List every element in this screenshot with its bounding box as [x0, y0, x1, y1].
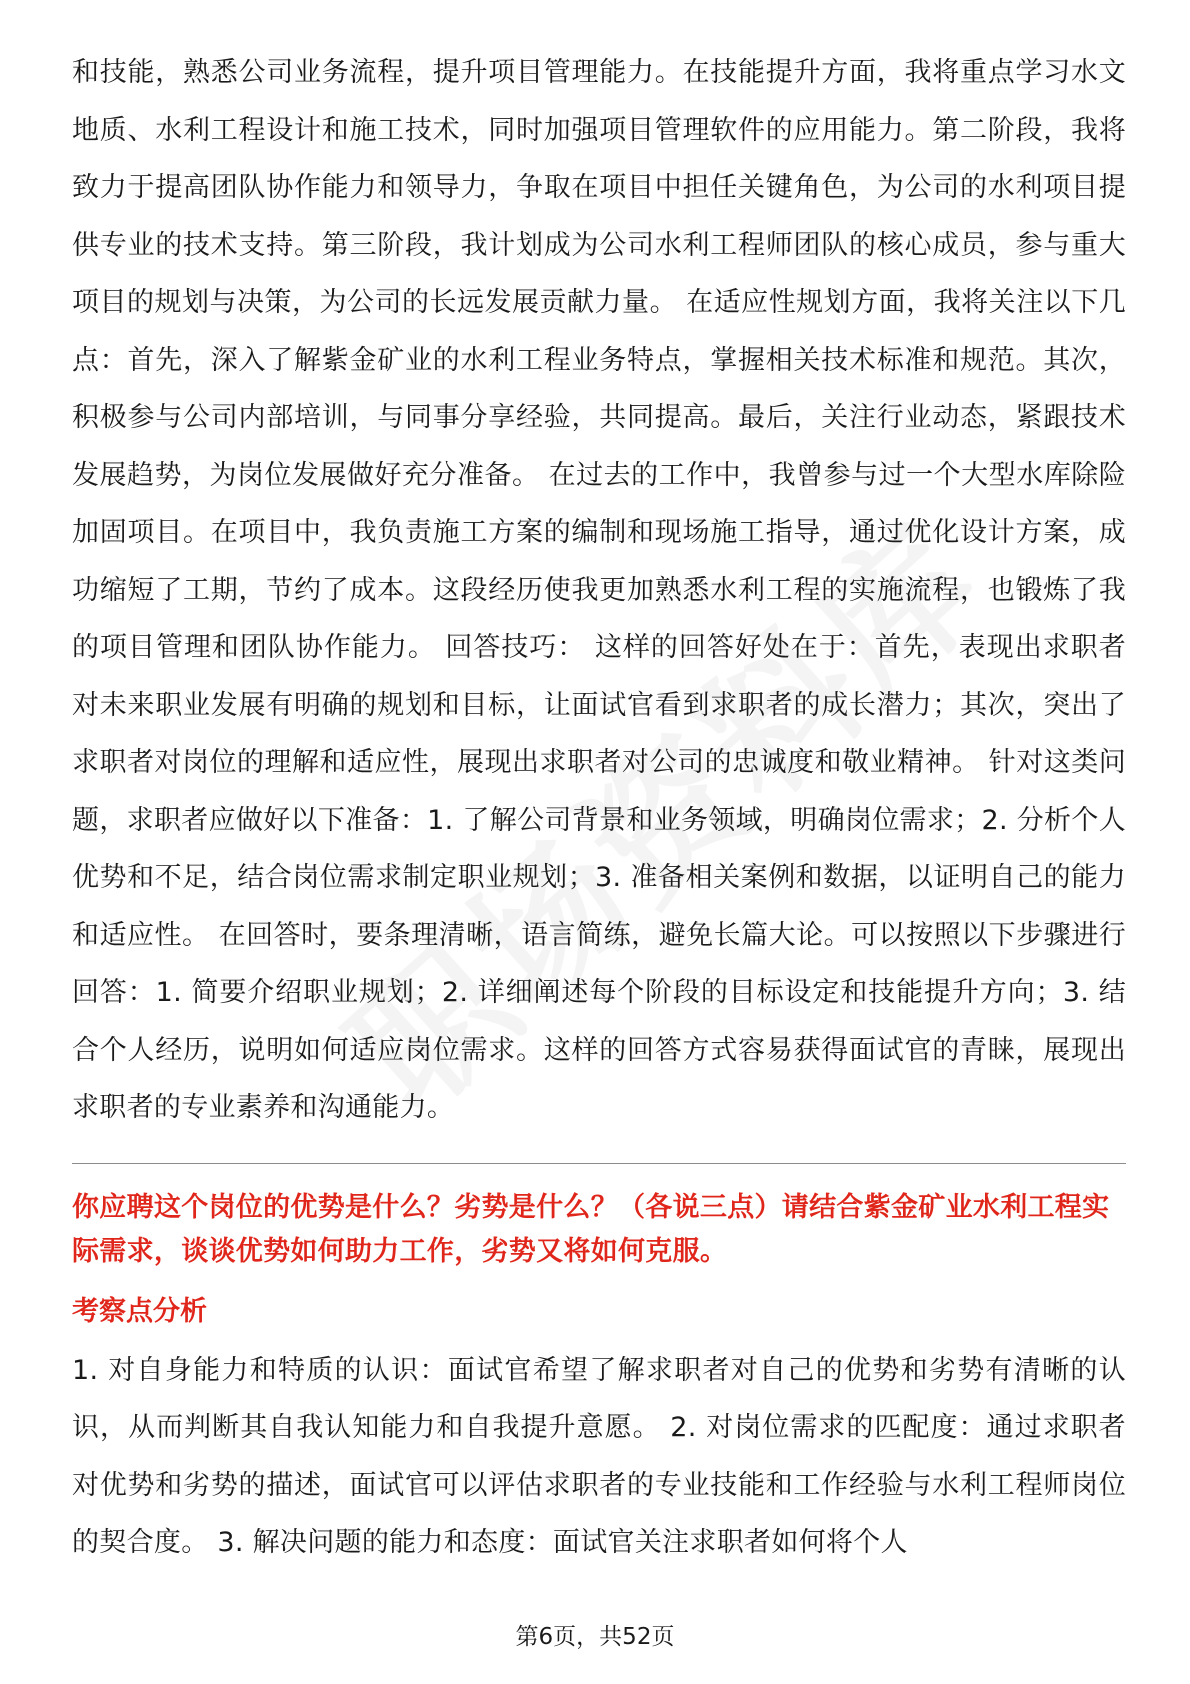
section-divider [72, 1163, 1126, 1164]
analysis-heading: 考察点分析 [72, 1295, 207, 1327]
continuation-paragraph: 和技能，熟悉公司业务流程，提升项目管理能力。在技能提升方面，我将重点学习水文地质、水利工程设计和施工技术，同时加强项目管理软件的应用能力。第二阶段，我将致力于提高团队协作能力和领导力，争取在项目中担任关键角色，为公司的水利项目提供专业的技术支持。第三阶段，我计划成为公司水利工程师团队的核心成员，参与重大项目的规划与决策，为公司的长远发展贡献力量。 在适应性规划方面，我将关注以下几点：首先，深入了解紫金矿业的水利工程业务特点，掌握相关技术标准和规范。其次，积极参与公司内部培训，与同事分享经验，共同提高。最后，关注行业动态，紧跟技术发展趋势，为岗位发展做好充分准备。 在过去的工作中，我曾参与过一个大型水库除险加固项目。在项目中，我负责施工方案的编制和现场施工指导，通过优化设计方案，成功缩短了工期，节约了成本。这段经历使我更加熟悉水利工程的实施流程，也锻炼了我的项目管理和团队协作能力。 回答技巧： 这样的回答好处在于：首先，表现出求职者对未来职业发展有明确的规划和目标，让面试官看到求职者的成长潜力；其次，突出了求职者对岗位的理解和适应性，展现出求职者对公司的忠诚度和敬业精神。 针对这类问题，求职者应做好以下准备：1. 了解公司背景和业务领域，明确岗位需求；2. 分析个人优势和不足，结合岗位需求制定职业规划；3. 准备相关案例和数据，以证明自己的能力和适应性。 在回答时，要条理清晰，语言简练，避免长篇大论。可以按照以下步骤进行回答：1. 简要介绍职业规划；2. 详细阐述每个阶段的目标设定和技能提升方向；3. 结合个人经历，说明如何适应岗位需求。这样的回答方式容易获得面试官的青睐，展现出求职者的专业素养和沟通能力。 [72, 57, 1126, 1123]
analysis-paragraph: 1. 对自身能力和特质的认识：面试官希望了解求职者对自己的优势和劣势有清晰的认识，从而判断其自我认知能力和自我提升意愿。 2. 对岗位需求的匹配度：通过求职者对优势和劣势的描述，面试官可以评估求职者的专业技能和工作经验与水利工程师岗位的契合度。 3. 解决问题的能力和态度：面试官关注求职者如何将个人 [72, 1354, 1126, 1558]
document-page [72, 44, 1126, 1572]
interview-question: 你应聘这个岗位的优势是什么？劣势是什么？（各说三点）请结合紫金矿业水利工程实际需求，谈谈优势如何助力工作，劣势又将如何克服。 [72, 1191, 1110, 1267]
page-number: 第6页，共52页 [515, 1624, 675, 1650]
